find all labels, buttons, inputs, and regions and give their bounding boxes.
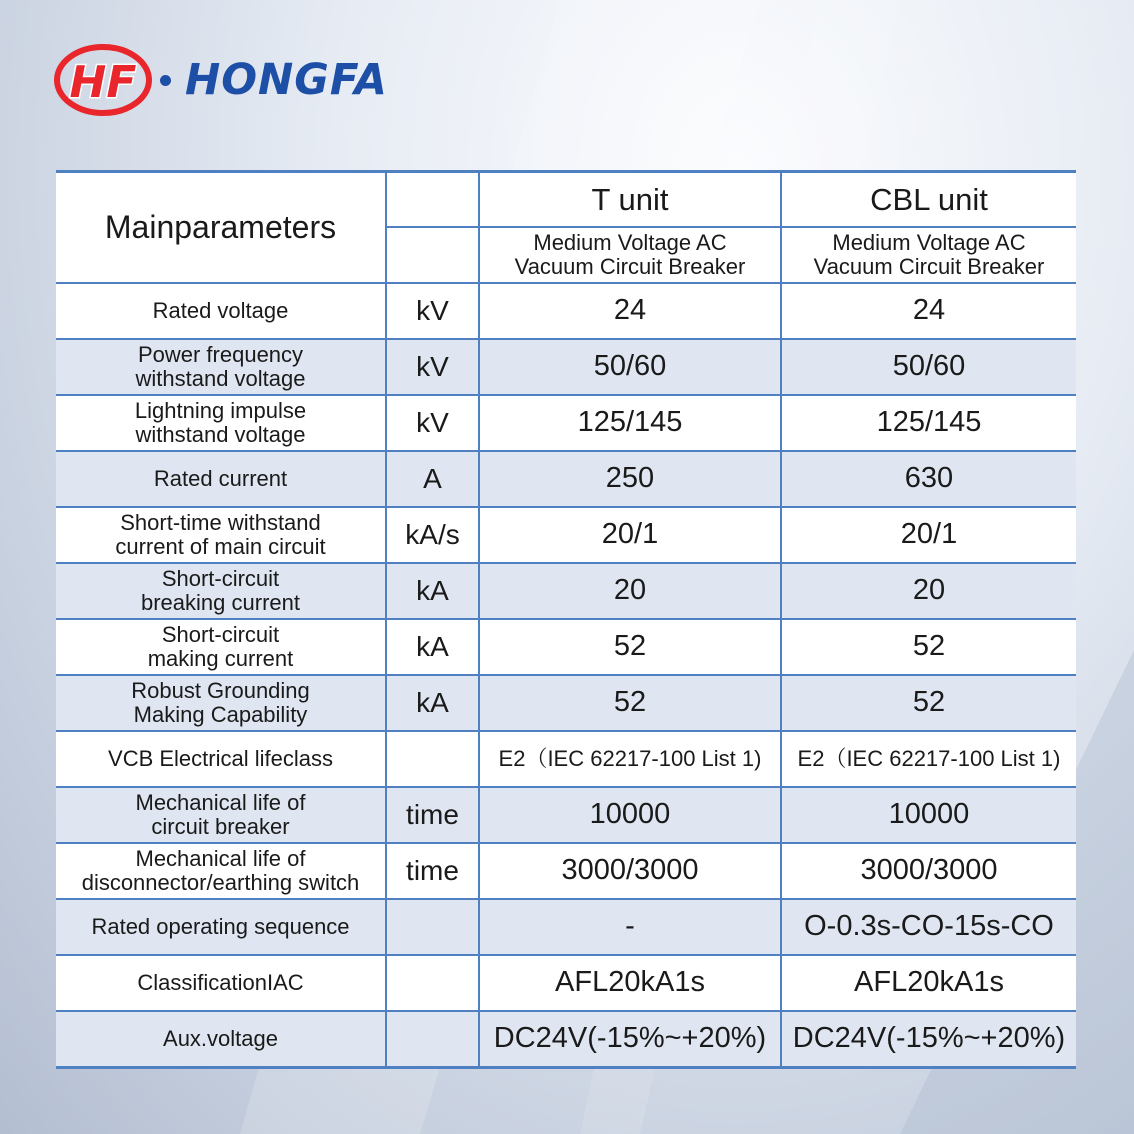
cbl-unit-value: 20/1 — [781, 507, 1076, 563]
cbl-unit-value: 50/60 — [781, 339, 1076, 395]
t-unit-value: 10000 — [479, 787, 781, 843]
cbl-unit-value: 24 — [781, 283, 1076, 339]
table-row — [56, 339, 1076, 395]
param-name: Rated current — [56, 451, 386, 507]
main-parameters-heading: Mainparameters — [56, 172, 386, 284]
t-unit-value: 125/145 — [479, 395, 781, 451]
table-row — [56, 619, 1076, 675]
cbl-unit-value: 20 — [781, 563, 1076, 619]
table-row — [56, 787, 1076, 843]
param-unit: kA/s — [386, 507, 479, 563]
t-unit-value: 3000/3000 — [479, 843, 781, 899]
table-row — [56, 1011, 1076, 1067]
table-row — [56, 955, 1076, 1011]
param-unit — [386, 1011, 479, 1067]
hongfa-logo — [52, 40, 392, 120]
unit-subheader-blank — [386, 227, 479, 283]
param-name: Short-time withstand current of main circuit — [56, 507, 386, 563]
param-name: Aux.voltage — [56, 1011, 386, 1067]
table-row — [56, 731, 1076, 787]
param-name: Rated operating sequence — [56, 899, 386, 955]
param-name: Rated voltage — [56, 283, 386, 339]
param-unit: kA — [386, 563, 479, 619]
table-row — [56, 395, 1076, 451]
cbl-unit-value: 52 — [781, 675, 1076, 731]
cbl-unit-value: 10000 — [781, 787, 1076, 843]
table-row — [56, 507, 1076, 563]
param-unit: time — [386, 787, 479, 843]
cbl-unit-title: CBL unit — [781, 172, 1076, 228]
t-unit-value: 24 — [479, 283, 781, 339]
svg-text:HF: HF — [69, 57, 137, 108]
param-unit — [386, 955, 479, 1011]
t-unit-value: 250 — [479, 451, 781, 507]
table-row — [56, 283, 1076, 339]
param-name: Lightning impulse withstand voltage — [56, 395, 386, 451]
cbl-unit-value: 125/145 — [781, 395, 1076, 451]
param-unit — [386, 731, 479, 787]
table-row — [56, 899, 1076, 955]
param-unit: kA — [386, 619, 479, 675]
t-unit-value: - — [479, 899, 781, 955]
table-row — [56, 843, 1076, 899]
cbl-unit-value: O-0.3s-CO-15s-CO — [781, 899, 1076, 955]
param-unit: kA — [386, 675, 479, 731]
t-unit-value: 50/60 — [479, 339, 781, 395]
t-unit-value: AFL20kA1s — [479, 955, 781, 1011]
t-unit-value: 52 — [479, 675, 781, 731]
param-unit — [386, 899, 479, 955]
table-row — [56, 675, 1076, 731]
brand-name: HONGFA — [185, 55, 388, 105]
param-name: Robust Grounding Making Capability — [56, 675, 386, 731]
param-name: VCB Electrical lifeclass — [56, 731, 386, 787]
t-unit-value: E2（IEC 62217-100 List 1) — [479, 731, 781, 787]
param-unit: A — [386, 451, 479, 507]
param-name: Mechanical life of circuit breaker — [56, 787, 386, 843]
param-unit: time — [386, 843, 479, 899]
logo-dot — [160, 75, 171, 86]
param-unit: kV — [386, 339, 479, 395]
param-name: Power frequency withstand voltage — [56, 339, 386, 395]
unit-header-blank — [386, 172, 479, 228]
param-unit: kV — [386, 283, 479, 339]
cbl-unit-value: 630 — [781, 451, 1076, 507]
param-name: Short-circuit breaking current — [56, 563, 386, 619]
cbl-unit-value: AFL20kA1s — [781, 955, 1076, 1011]
cbl-unit-subtitle: Medium Voltage AC Vacuum Circuit Breaker — [781, 227, 1076, 283]
cbl-unit-value: DC24V(-15%~+20%) — [781, 1011, 1076, 1067]
cbl-unit-value: E2（IEC 62217-100 List 1) — [781, 731, 1076, 787]
hf-logo-mark-icon — [52, 40, 154, 120]
t-unit-value: 20/1 — [479, 507, 781, 563]
table-row — [56, 563, 1076, 619]
t-unit-value: DC24V(-15%~+20%) — [479, 1011, 781, 1067]
cbl-unit-value: 3000/3000 — [781, 843, 1076, 899]
cbl-unit-value: 52 — [781, 619, 1076, 675]
t-unit-subtitle: Medium Voltage AC Vacuum Circuit Breaker — [479, 227, 781, 283]
t-unit-value: 52 — [479, 619, 781, 675]
param-name: Short-circuit making current — [56, 619, 386, 675]
param-name: ClassificationIAC — [56, 955, 386, 1011]
param-name: Mechanical life of disconnector/earthing switch — [56, 843, 386, 899]
parameters-table — [56, 170, 1076, 1069]
param-unit: kV — [386, 395, 479, 451]
table-row — [56, 451, 1076, 507]
t-unit-title: T unit — [479, 172, 781, 228]
t-unit-value: 20 — [479, 563, 781, 619]
